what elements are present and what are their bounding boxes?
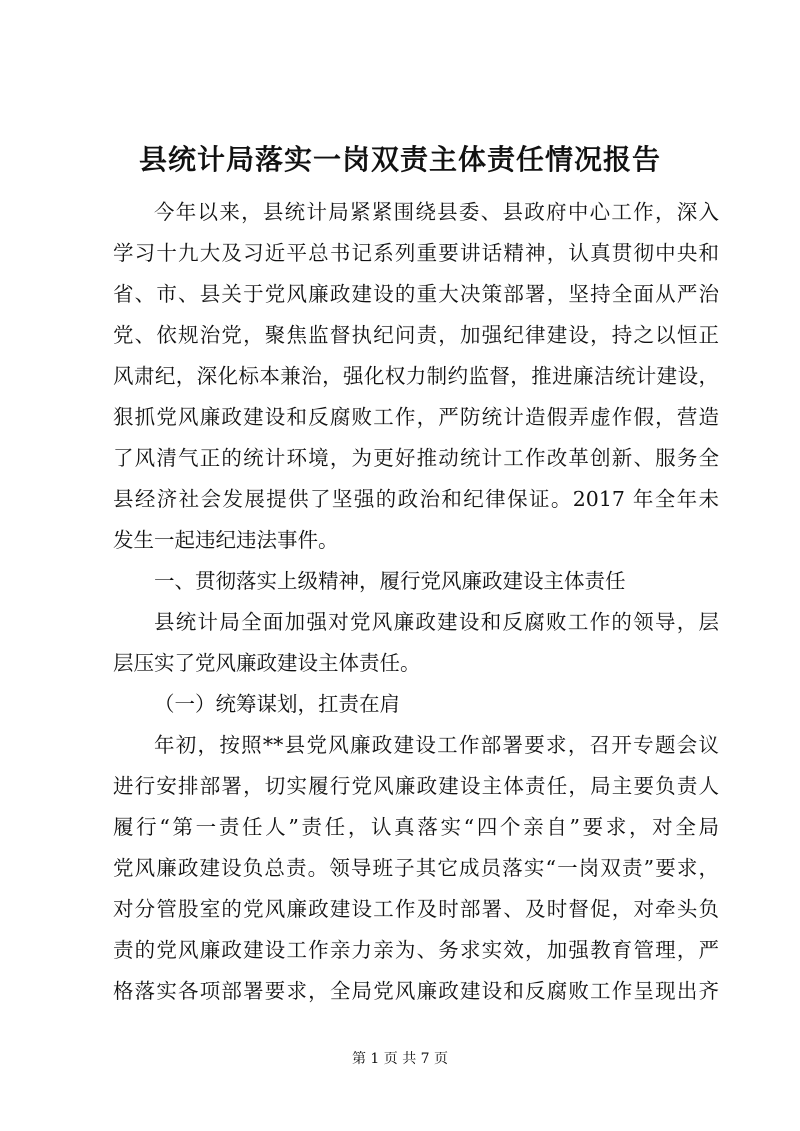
page-number: 第 1 页 共 7 页 xyxy=(351,1051,449,1067)
document-title: 县统计局落实一岗双责主体责任情况报告 xyxy=(138,143,661,176)
paragraph-line: 年初，按照**县党风廉政建设工作部署要求，召开专题会议 xyxy=(154,733,719,757)
paragraph-line: 党、依规治党，聚焦监督执纪问责，加强纪律建设，持之以恒正 xyxy=(113,323,719,347)
paragraph-line: 今年以来，县统计局紧紧围绕县委、县政府中心工作，深入 xyxy=(154,200,719,224)
paragraph-line: 县经济社会发展提供了坚强的政治和纪律保证。2017 年全年未 xyxy=(113,487,719,511)
paragraph-line: 格落实各项部署要求，全局党风廉政建设和反腐败工作呈现出齐 xyxy=(113,979,719,1003)
paragraph-line: 党风廉政建设负总责。领导班子其它成员落实“一岗双责”要求， xyxy=(113,856,719,880)
paragraph-line: 狠抓党风廉政建设和反腐败工作，严防统计造假弄虚作假，营造 xyxy=(113,405,719,429)
paragraph-line: 了风清气正的统计环境，为更好推动统计工作改革创新、服务全 xyxy=(113,446,719,470)
document-body xyxy=(113,192,719,1012)
paragraph-line: 对分管股室的党风廉政建设工作及时部署、及时督促，对牵头负 xyxy=(113,897,719,921)
paragraph-line: 县统计局全面加强对党风廉政建设和反腐败工作的领导，层 xyxy=(154,610,719,634)
subsection-heading: （一）统筹谋划，扛责在肩 xyxy=(154,692,400,716)
paragraph-line: 省、市、县关于党风廉政建设的重大决策部署，坚持全面从严治 xyxy=(113,282,719,306)
paragraph-line: 发生一起违纪违法事件。 xyxy=(113,528,339,552)
paragraph-line: 履行“第一责任人”责任，认真落实“四个亲自”要求，对全局 xyxy=(113,815,719,839)
paragraph-line: 责的党风廉政建设工作亲力亲为、务求实效，加强教育管理，严 xyxy=(113,938,719,962)
paragraph-line: 进行安排部署，切实履行党风廉政建设主体责任，局主要负责人 xyxy=(113,774,719,798)
section-heading: 一、贯彻落实上级精神，履行党风廉政建设主体责任 xyxy=(154,569,626,593)
paragraph-line: 风肃纪，深化标本兼治，强化权力制约监督，推进廉洁统计建设， xyxy=(113,364,719,388)
paragraph-line: 层压实了党风廉政建设主体责任。 xyxy=(113,651,421,675)
paragraph-line: 学习十九大及习近平总书记系列重要讲话精神，认真贯彻中央和 xyxy=(113,241,719,265)
